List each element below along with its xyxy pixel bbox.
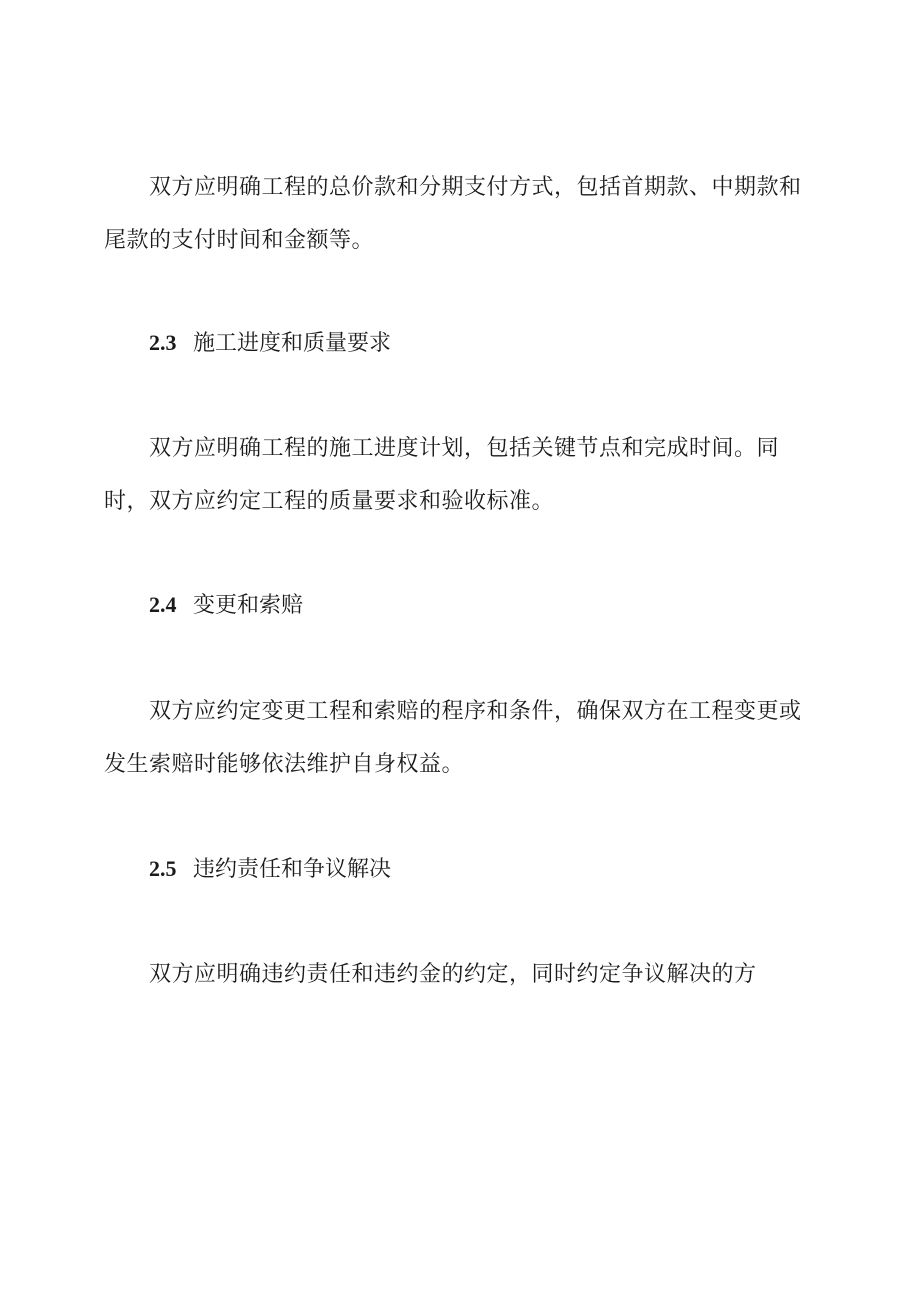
section-title: 变更和索赔 — [193, 593, 304, 618]
paragraph-text: 双方应明确违约责任和违约金的约定，同时约定争议解决的方 — [149, 962, 757, 987]
section-heading — [104, 590, 804, 621]
section-heading-2-5 — [104, 854, 804, 885]
section-heading-2-3 — [104, 328, 804, 359]
paragraph-text: 双方应明确工程的总价款和分期支付方式，包括首期款、中期款和尾款的支付时间和金额等。 — [104, 175, 802, 253]
paragraph-text: 双方应约定变更工程和索赔的程序和条件，确保双方在工程变更或发生索赔时能够依法维护自身权益。 — [104, 699, 802, 777]
section-number: 2.3 — [149, 330, 177, 355]
paragraph-schedule-quality — [104, 422, 804, 528]
paragraph-payment — [104, 161, 804, 267]
section-number: 2.4 — [149, 592, 177, 617]
paragraph-change-claims — [104, 685, 804, 791]
section-heading — [104, 328, 804, 359]
section-title: 违约责任和争议解决 — [193, 857, 392, 882]
section-heading — [104, 854, 804, 885]
paragraph-text: 双方应明确工程的施工进度计划，包括关键节点和完成时间。同时，双方应约定工程的质量要求和验收标准。 — [104, 436, 780, 514]
paragraph-breach-dispute — [104, 948, 804, 1001]
section-number: 2.5 — [149, 856, 177, 881]
section-title: 施工进度和质量要求 — [193, 331, 392, 356]
section-heading-2-4 — [104, 590, 804, 621]
